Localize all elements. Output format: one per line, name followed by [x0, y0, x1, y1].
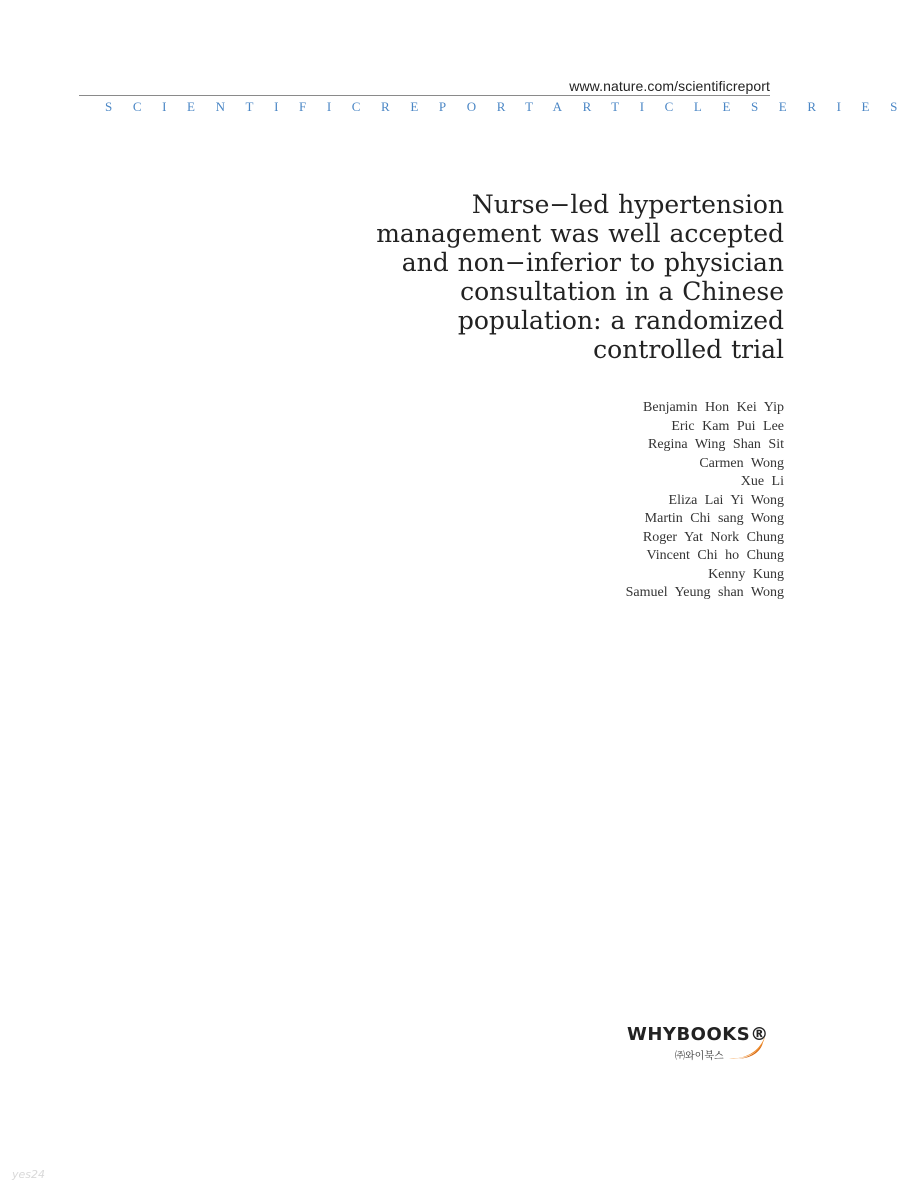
- journal-url: www.nature.com/scientificreport: [569, 78, 770, 94]
- title-line: and non−inferior to physician: [401, 248, 784, 277]
- publisher-name: WHYBOOKS®: [627, 1024, 769, 1045]
- author-name: Regina Wing Shan Sit: [647, 437, 784, 452]
- author-name: Martin Chi sang Wong: [644, 511, 784, 526]
- title-line: controlled trial: [593, 335, 784, 364]
- title-line: consultation in a Chinese: [460, 277, 784, 306]
- header-divider: [79, 95, 770, 96]
- publisher-korean-name: ㈜와이북스: [675, 1051, 724, 1062]
- title-line: Nurse−led hypertension: [471, 190, 784, 219]
- title-line: management was well accepted: [376, 219, 784, 248]
- series-label: SCIENTIFICREPORTARTICLESERIES: [105, 99, 918, 114]
- author-name: Eliza Lai Yi Wong: [668, 492, 784, 508]
- author-name: Roger Yat Nork Chung: [642, 529, 784, 545]
- author-name: Samuel Yeung shan Wong: [625, 585, 784, 600]
- watermark: yes24: [12, 1168, 46, 1181]
- author-name: Carmen Wong: [699, 455, 784, 471]
- title-line: population: a randomized: [457, 306, 784, 335]
- publisher-logo: [627, 1024, 772, 1068]
- author-name: Benjamin Hon Kei Yip: [643, 400, 784, 415]
- author-name: Vincent Chi ho Chung: [646, 548, 784, 563]
- author-name: Eric Kam Pui Lee: [671, 418, 784, 434]
- author-name: Xue Li: [740, 474, 784, 489]
- article-title: [324, 190, 784, 364]
- author-list: [464, 399, 784, 603]
- author-name: Kenny Kung: [708, 566, 784, 582]
